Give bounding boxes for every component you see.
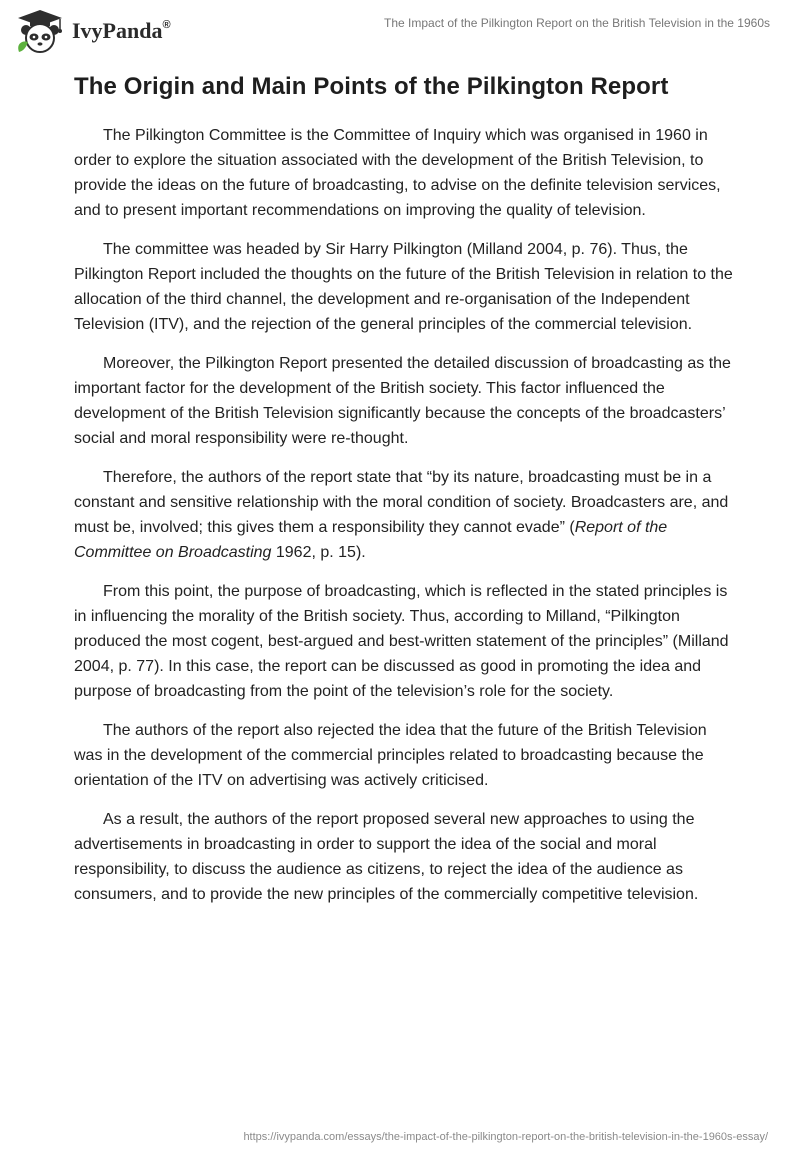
document-title: The Impact of the Pilkington Report on the British Television in the 1960s xyxy=(384,16,770,30)
paragraph-3: Moreover, the Pilkington Report presented the detailed discussion of broadcasting as the important factor for the development of the British society. This factor influenced the development of the British Television significantly because the concepts of the broadcasters’ social and moral responsibility were re-thought. xyxy=(74,355,731,447)
paragraph-5: From this point, the purpose of broadcasting, which is reflected in the stated principles is in influencing the morality of the British society. Thus, according to Milland, “Pilkington produced the most cogent, best-argued and best-written statement of the principles” (Milland 2004, p. 77). In this case, the report can be discussed as good in promoting the idea and purpose of broadcasting from the point of the television’s role for the society. xyxy=(74,583,729,700)
article-body xyxy=(74,123,734,921)
paragraph-7: As a result, the authors of the report proposed several new approaches to using the advertisements in broadcasting in order to support the idea of the social and moral responsibility, to discuss the audience as citizens, to reject the idea of the audience as consumers, and to provide the new principles of the commercially competitive television. xyxy=(74,811,699,903)
paragraph-1: The Pilkington Committee is the Committee of Inquiry which was organised in 1960 in order to explore the situation associated with the development of the British Television, to provide the ideas on the future of broadcasting, to advise on the definite television services, and to present important recommendations on improving the quality of television. xyxy=(74,127,721,219)
paragraph-4-text: Therefore, the authors of the report state that “by its nature, broadcasting must be in a constant and sensitive relationship with the moral condition of society. Broadcasters are, and must be, involved; this gives them a responsibility they cannot evade” ( xyxy=(74,469,729,536)
brand-text: IvyPanda xyxy=(72,18,163,43)
paragraph-4-end: 1962, p. 15). xyxy=(271,544,366,561)
source-url[interactable]: https://ivypanda.com/essays/the-impact-of-the-pilkington-report-on-the-british-television-in-the-1960s-essay/ xyxy=(243,1131,768,1143)
paragraph-6: The authors of the report also rejected the idea that the future of the British Television was in the development of the commercial principles related to broadcasting because the orientation of the ITV on advertising was actively criticised. xyxy=(74,722,707,789)
panda-graduate-icon xyxy=(14,8,66,54)
citation-title: Report of the Committee on Broadcasting xyxy=(74,519,668,561)
paragraph-4 xyxy=(74,465,734,565)
paragraph-2: The committee was headed by Sir Harry Pilkington (Milland 2004, p. 76). Thus, the Pilkington Report included the thoughts on the future of the British Television in relation to the allocation of the third channel, the development and re-organisation of the Independent Television (ITV), and the rejection of the general principles of the commercial television. xyxy=(74,241,733,333)
registered-mark: ® xyxy=(162,19,171,31)
ivypanda-logo[interactable] xyxy=(14,8,171,54)
page-header xyxy=(0,0,800,66)
brand-name xyxy=(72,18,171,44)
section-heading: The Origin and Main Points of the Pilkington Report xyxy=(74,73,669,100)
